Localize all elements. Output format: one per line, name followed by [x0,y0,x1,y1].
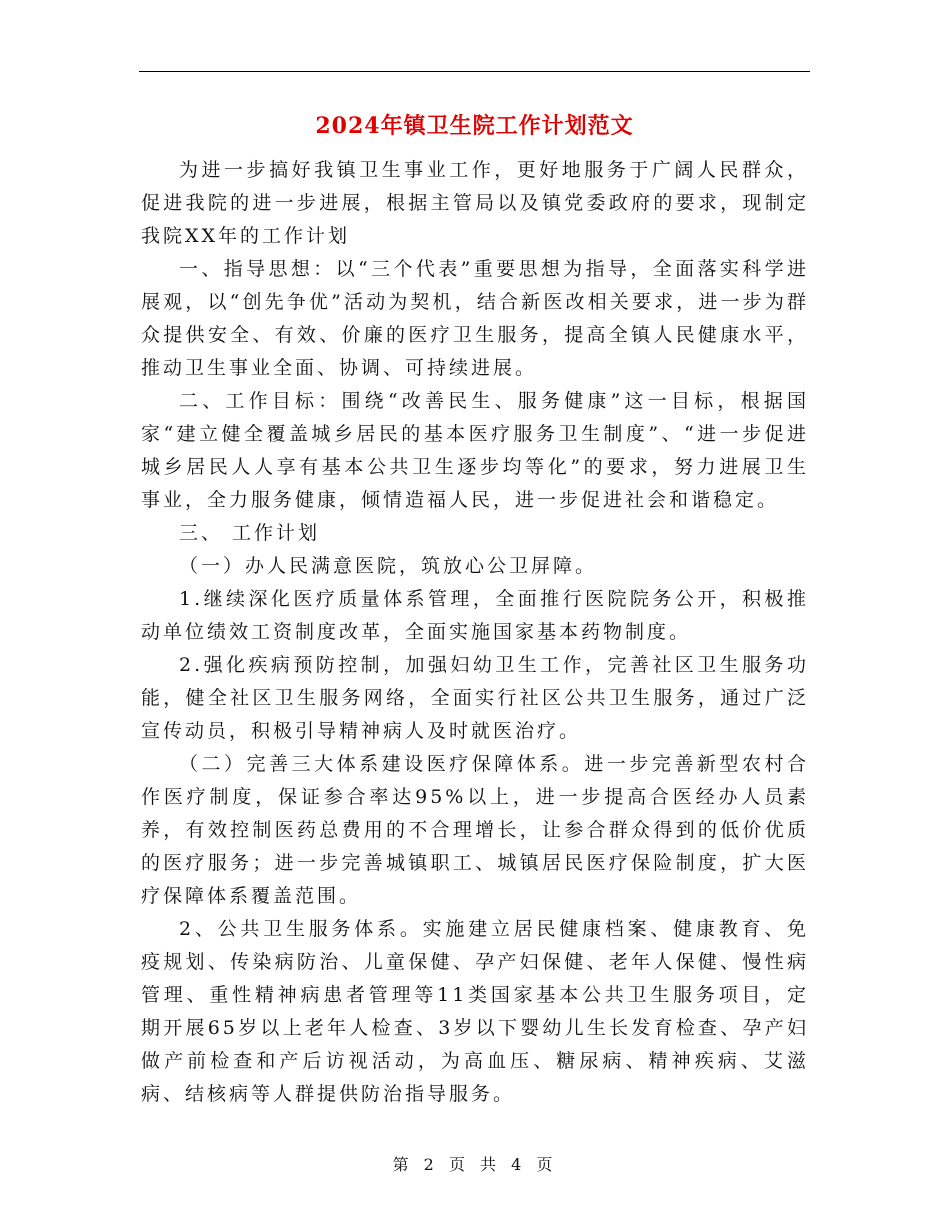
work-goal-paragraph: 二、工作目标：围绕“改善民生、服务健康”这一目标，根据国家“建立健全覆盖城乡居民的基本医疗服务卫生制度”、“进一步促进城乡居民人人享有基本公共卫生逐步均等化”的要求，努力进展卫生事业，全力服务健康，倾情造福人民，进一步促进社会和谐稳定。 [141,390,809,511]
document-title: 2024年镇卫生院工作计划范文 [315,113,634,139]
document-body [141,154,809,1111]
section-two-paragraph: （二）完善三大体系建设医疗保障体系。进一步完善新型农村合作医疗制度，保证参合率达95%以上，进一步提高合医经办人员素养，有效控制医药总费用的不合理增长，让参合群众得到的低价优质的医疗服务；进一步完善城镇职工、城镇居民医疗保险制度，扩大医疗保障体系覆盖范围。 [141,753,809,907]
page-footer: 第 2 页 共 4 页 [392,1155,558,1174]
item-2-paragraph: 2.强化疾病预防控制，加强妇幼卫生工作，完善社区卫生服务功能，健全社区卫生服务网络，全面实行社区公共卫生服务，通过广泛宣传动员，积极引导精神病人及时就医治疗。 [141,654,809,742]
guiding-ideology-paragraph: 一、指导思想：以“三个代表”重要思想为指导，全面落实科学进展观，以“创先争优”活动为契机，结合新医改相关要求，进一步为群众提供安全、有效、价廉的医疗卫生服务，提高全镇人民健康水平，推动卫生事业全面、协调、可持续进展。 [141,258,809,379]
intro-paragraph: 为进一步搞好我镇卫生事业工作，更好地服务于广阔人民群众，促进我院的进一步进展，根据主管局以及镇党委政府的要求，现制定我院XX年的工作计划 [141,159,809,247]
section-one-heading: （一）办人民满意医院，筑放心公卫屏障。 [179,555,598,577]
header-rule [139,71,810,72]
work-plan-heading: 三、 工作计划 [179,522,321,544]
public-health-paragraph: 2、公共卫生服务体系。实施建立居民健康档案、健康教育、免疫规划、传染病防治、儿童保健、孕产妇保健、老年人保健、慢性病管理、重性精神病患者管理等11类国家基本公共卫生服务项目，定期开展65岁以上老年人检查、3岁以下婴幼儿生长发育检查、孕产妇做产前检查和产后访视活动，为高血压、糖尿病、精神疾病、艾滋病、结核病等人群提供防治指导服务。 [141,918,809,1105]
item-1-paragraph: 1.继续深化医疗质量体系管理，全面推行医院院务公开，积极推动单位绩效工资制度改革，全面实施国家基本药物制度。 [141,588,809,643]
